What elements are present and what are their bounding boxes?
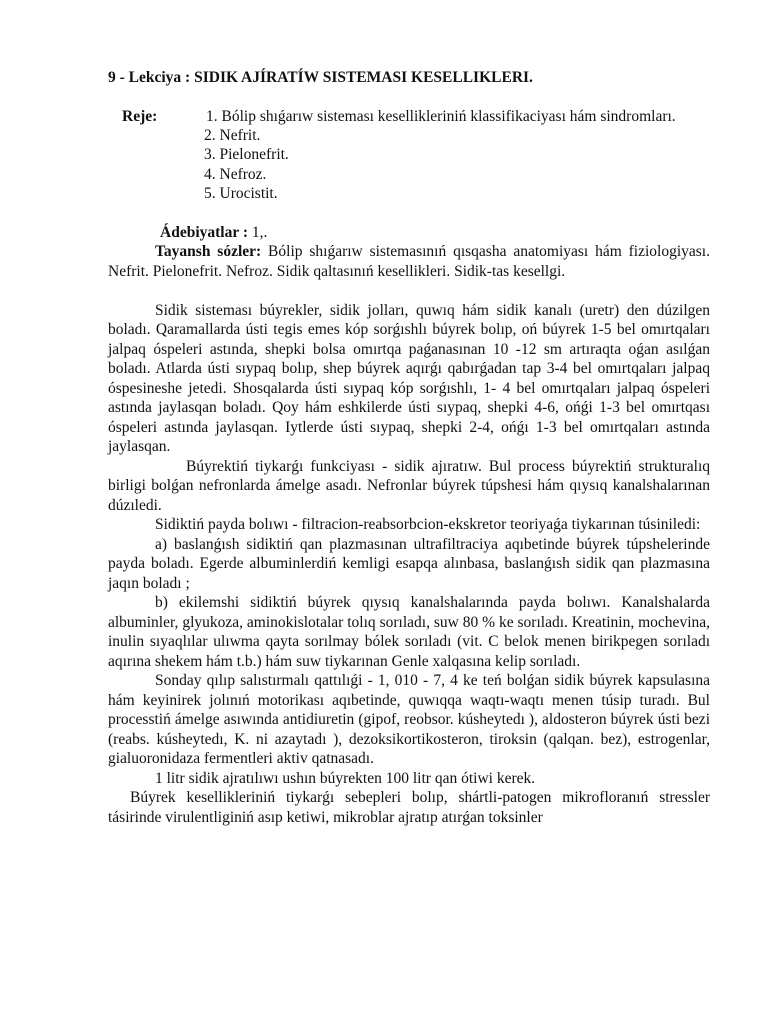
keywords-paragraph xyxy=(108,242,710,281)
plan-item-3: 3. Pielonefrit. xyxy=(204,146,289,163)
references-value: 1,. xyxy=(247,223,268,241)
plan-header xyxy=(108,108,710,126)
paragraph-anatomy: Sidik sisteması búyrekler, sidik jolları, quwıq hám sidik kanalı (uretr) den dúzilgen boladı. Qaramallarda ústi tegis emes kóp sorǵıshlı búyrek bolıp, oń búyrek 1-5 bel omırtqaları jalpaq óspeleri astında, shepki bolsa omırtqa paǵanasınan 10 -12 sm artıraqta oǵan asılǵan boladı. Atlarda ústi sıypaq bolıp, shep búyrek aqırǵı qabırǵadan tap 3-4 bel omırtqaları jalpaq óspesineshe jetedi. Shosqalarda ústi sıypaq kóp sorǵıshlı, 1- 4 bel omırtqaları jalpaq óspeleri astında jaylasqan boladı. Qoy hám eshkilerde ústi sıypaq, shepki 4-6, ońǵi 1-3 bel omırtqası óspeleri astında jaylasqan. Iytlerde ústi sıypaq, shepki 2-4, ońǵı 1-3 bel omırtqaları astında jaylasqan. xyxy=(108,301,710,455)
keywords-label: Tayansh sózler: xyxy=(155,243,262,260)
paragraph-causes: Búyrek kesellikleriniń tiykarǵı sebepleri bolıp, shártli-patogen mikrofloranıń stressler tásirinde virulentliginiń asıp ketiwi, mikroblar ajratıp atırǵan toksinler xyxy=(108,789,710,826)
paragraph-function: Búyrektiń tiykarǵı funkciyası - sidik ajıratıw. Bul process búyrektiń strukturalıq birligi bolǵan nefronlarda ámelge asadı. Nefronlar búyrek túpshesi hám qıysıq kanalshalarınan dúzıledi. xyxy=(108,457,710,514)
plan-item-2: 2. Nefrit. xyxy=(204,126,261,144)
plan-item-5: 5. Urocistit. xyxy=(204,185,278,202)
paragraph-secondary-urine: b) ekilemshi sidiktiń búyrek qıysıq kanalshalarında payda bolıwı. Kanalshalarda albuminler, glyukoza, aminokislotalar tolıq sorıladı, suw 80 % ke sorıladı. Kreatinin, mochevina, inulin sıyaqlılar ulıwma qayta sorılmay bólek sorıladı (vit. C belok menen birikpegen sorıladı aqırına shekem hám t.b.) hám suw tiykarınan Genle xalqasına kelip sorıladı. xyxy=(108,594,710,670)
plan-item-1: 1. Bólip shıǵarıw sisteması kesellikleriniń klassifikaciyası hám sindromları. xyxy=(206,107,676,125)
references-line xyxy=(108,223,710,243)
paragraph-blood-volume: 1 litr sidik ajratılıwı ushın búyrekten 100 litr qan ótiwi kerek. xyxy=(155,769,536,787)
references-label: Ádebiyatlar : xyxy=(160,223,248,241)
plan-item-4: 4. Nefroz. xyxy=(204,165,267,183)
lecture-title: 9 - Lekciya : SIDIK AJÍRATÍW SISTEMASI KESELLIKLERI. xyxy=(108,69,533,86)
spacer xyxy=(108,281,710,301)
plan-list xyxy=(108,126,710,204)
keywords-text: Bólip shıǵarıw sistemasınıń qısqasha anatomiyası hám fiziologiyası. Nefrit. Pielonefrit. Nefroz. Sidik qaltasınıń kesellikleri. Sidik-tas kesellgi. xyxy=(108,243,710,280)
plan-label: Reje: xyxy=(122,107,158,125)
paragraph-density: Sonday qılıp salıstırmalı qattılıǵi - 1, 010 - 7, 4 ke teń bolǵan sidik búyrek kapsulasına hám keyinirek jolınıń motorikası aqıbetinde, quwıqqa waqtı-waqtı menen túsip turadı. Bul processtiń ámelge asıwında antidiuretin (gipof, reobsor. kúsheytedı ), aldosteron búyrek ústi bezi (reabs. kúsheytedı, K. ni azaytadı ), dezoksikortikosteron, tiroksin (qalqan. bez), estrogenlar, gialuoronidaza fermentleri aktiv qatnasadı. xyxy=(108,672,710,767)
paragraph-primary-urine: a) baslanǵısh sidiktiń qan plazmasınan ultrafiltraciya aqıbetinde búyrek túpshelerinde payda boladı. Egerde albuminlerdiń kemligi esapqa alınbasa, baslanǵısh sidik qan plazmasına jaqın boladı ; xyxy=(108,535,710,592)
paragraph-theory: Sidiktiń payda bolıwı - filtracion-reabsorbcion-ekskretor teoriyaǵa tiykarınan túsiniledi: xyxy=(155,516,701,533)
